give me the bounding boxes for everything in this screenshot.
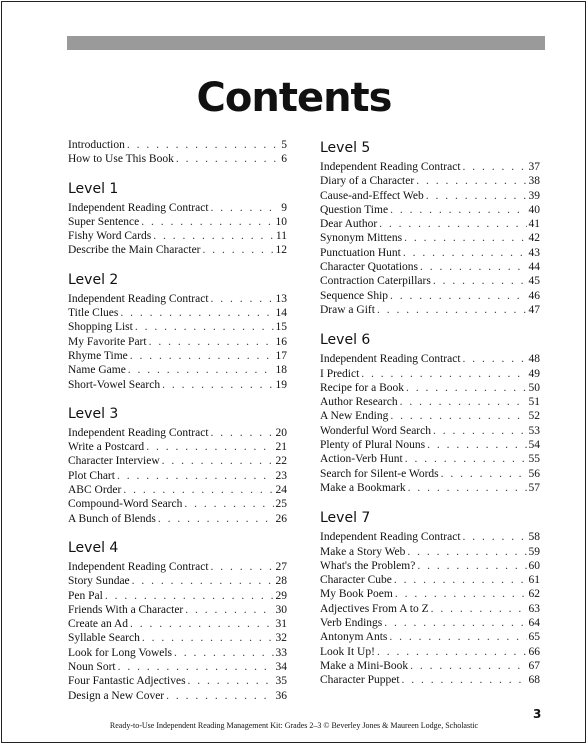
entry-page: 47 bbox=[528, 303, 540, 316]
entry-page: 22 bbox=[275, 455, 287, 468]
entry-page: 60 bbox=[528, 559, 540, 572]
entry-page: 9 bbox=[281, 201, 287, 214]
dot-leader bbox=[410, 659, 526, 673]
entry-page: 37 bbox=[528, 161, 540, 173]
dot-leader bbox=[408, 481, 527, 495]
entry-page: 26 bbox=[275, 512, 287, 525]
entry-title: Dear Author bbox=[320, 218, 378, 231]
dot-leader bbox=[441, 467, 527, 481]
dot-leader bbox=[463, 530, 527, 544]
entry-title: Wonderful Word Search bbox=[320, 424, 431, 437]
entry-title: Compound-Word Search bbox=[68, 498, 183, 511]
dot-leader bbox=[142, 631, 274, 645]
entry-title: Story Sundae bbox=[68, 575, 130, 588]
dot-leader bbox=[203, 243, 274, 257]
toc-entry bbox=[320, 303, 540, 317]
entry-page: 27 bbox=[275, 560, 287, 573]
dot-leader bbox=[390, 203, 526, 217]
dot-leader bbox=[426, 189, 527, 203]
entry-page: 18 bbox=[275, 364, 287, 377]
entry-page: 41 bbox=[528, 218, 540, 231]
dot-leader bbox=[404, 231, 526, 245]
entry-page: 25 bbox=[275, 498, 287, 511]
entry-page: 58 bbox=[528, 531, 540, 544]
entry-page: 34 bbox=[275, 661, 287, 674]
entry-title: Independent Reading Contract bbox=[320, 531, 461, 544]
entry-page: 45 bbox=[528, 275, 540, 288]
toc-entry bbox=[320, 616, 540, 630]
level-section bbox=[320, 330, 540, 495]
entry-page: 59 bbox=[528, 545, 540, 558]
entry-title: Sequence Ship bbox=[320, 289, 389, 302]
level-heading: Level 2 bbox=[68, 271, 119, 288]
entry-title: What's the Problem? bbox=[320, 559, 416, 572]
entry-page: 44 bbox=[528, 261, 540, 274]
entry-title: Make a Bookmark bbox=[320, 481, 406, 494]
dot-leader bbox=[394, 573, 527, 587]
entry-page: 14 bbox=[275, 307, 287, 320]
level-section bbox=[68, 404, 287, 526]
toc-entry bbox=[68, 229, 287, 243]
entry-title: Plot Chart bbox=[68, 469, 115, 482]
dot-leader bbox=[384, 616, 526, 630]
toc-entry bbox=[320, 217, 540, 231]
entry-title: Independent Reading Contract bbox=[68, 426, 209, 439]
toc-entry bbox=[320, 260, 540, 274]
entry-page: 68 bbox=[528, 674, 540, 687]
entry-title: How to Use This Book bbox=[68, 153, 174, 166]
entry-page: 66 bbox=[528, 645, 540, 658]
toc-entry bbox=[68, 138, 287, 152]
entry-title: Character Puppet bbox=[320, 674, 400, 687]
toc-entry bbox=[320, 545, 540, 559]
entry-title: Cause-and-Effect Web bbox=[320, 189, 424, 202]
dot-leader bbox=[188, 674, 274, 688]
entry-title: My Favorite Part bbox=[68, 335, 147, 348]
entry-page: 43 bbox=[528, 246, 540, 259]
toc-entry bbox=[320, 573, 540, 587]
dot-leader bbox=[400, 395, 527, 409]
entry-page: 38 bbox=[528, 175, 540, 188]
dot-leader bbox=[176, 152, 279, 166]
entry-page: 16 bbox=[275, 335, 287, 348]
entry-page: 10 bbox=[275, 215, 287, 228]
entry-title: Design a New Cover bbox=[68, 689, 165, 702]
entry-title: Fishy Word Cards bbox=[68, 230, 152, 243]
entry-title: Verb Endings bbox=[320, 617, 383, 630]
entry-title: Look It Up! bbox=[320, 645, 375, 658]
dot-leader bbox=[162, 378, 273, 392]
dot-leader bbox=[417, 559, 526, 573]
entry-page: 19 bbox=[275, 378, 287, 391]
entry-title: Rhyme Time bbox=[68, 349, 128, 362]
footer-credit: Ready-to-Use Independent Reading Management Kit: Grades 2–3 © Beverley Jones & Maureen Lodge, Scholastic bbox=[109, 721, 479, 730]
dot-leader bbox=[377, 303, 527, 317]
toc-entry bbox=[320, 673, 540, 687]
entry-title: Antonym Ants bbox=[320, 631, 388, 644]
entry-title: Punctuation Hunt bbox=[320, 246, 401, 259]
entry-title: Name Game bbox=[68, 364, 126, 377]
dot-leader bbox=[135, 320, 274, 334]
dot-leader bbox=[162, 454, 274, 468]
toc-entry bbox=[320, 189, 540, 203]
toc-entry bbox=[68, 512, 287, 526]
dot-leader bbox=[416, 174, 526, 188]
entry-title: A Bunch of Blends bbox=[68, 512, 156, 525]
toc-entry bbox=[68, 674, 287, 688]
entry-page: 42 bbox=[528, 232, 540, 245]
dot-leader bbox=[405, 452, 527, 466]
toc-entry bbox=[68, 497, 287, 511]
entry-page: 31 bbox=[275, 618, 287, 631]
dot-leader bbox=[184, 497, 273, 511]
entry-page: 28 bbox=[275, 575, 287, 588]
entry-title: Four Fantastic Adjectives bbox=[68, 675, 186, 688]
toc-entry bbox=[68, 631, 287, 645]
toc-entry bbox=[68, 426, 287, 440]
toc-entry bbox=[320, 630, 540, 644]
toc-entry bbox=[320, 481, 540, 495]
entry-title: Independent Reading Contract bbox=[68, 292, 209, 305]
toc-entry bbox=[68, 469, 287, 483]
toc-entry bbox=[68, 617, 287, 631]
entry-page: 6 bbox=[281, 153, 287, 166]
entry-page: 29 bbox=[275, 589, 287, 602]
dot-leader bbox=[377, 645, 527, 659]
dot-leader bbox=[406, 381, 527, 395]
dot-leader bbox=[433, 424, 527, 438]
toc-entry bbox=[68, 603, 287, 617]
toc-entry bbox=[68, 215, 287, 229]
dot-leader bbox=[390, 289, 526, 303]
level-section bbox=[68, 179, 287, 258]
entry-page: 30 bbox=[275, 603, 287, 616]
entry-page: 67 bbox=[528, 659, 540, 672]
dot-leader bbox=[407, 545, 526, 559]
toc-entry bbox=[320, 367, 540, 381]
toc-entry bbox=[68, 454, 287, 468]
dot-leader bbox=[211, 426, 274, 440]
dot-leader bbox=[379, 217, 526, 231]
entry-title: Action-Verb Hunt bbox=[320, 453, 403, 466]
toc-entry bbox=[320, 395, 540, 409]
entry-title: Independent Reading Contract bbox=[320, 161, 461, 173]
dot-leader bbox=[185, 603, 273, 617]
dot-leader bbox=[120, 306, 273, 320]
level-heading: Level 4 bbox=[68, 539, 119, 556]
entry-title: Create an Ad bbox=[68, 618, 129, 631]
toc-entry bbox=[320, 246, 540, 260]
toc-entry bbox=[68, 646, 287, 660]
entry-title: Make a Mini-Book bbox=[320, 659, 409, 672]
entry-title: Super Sentence bbox=[68, 215, 140, 228]
entry-title: Independent Reading Contract bbox=[68, 201, 209, 214]
toc-entry bbox=[320, 289, 540, 303]
toc-entry bbox=[68, 335, 287, 349]
toc-entry bbox=[320, 274, 540, 288]
entry-page: 56 bbox=[528, 467, 540, 480]
entry-title: Character Quotations bbox=[320, 261, 419, 274]
entry-page: 36 bbox=[275, 689, 287, 702]
entry-title: Search for Silent-e Words bbox=[320, 467, 439, 480]
dot-leader bbox=[127, 138, 279, 152]
toc-entry bbox=[68, 320, 287, 334]
entry-page: 23 bbox=[275, 469, 287, 482]
toc-entry bbox=[320, 438, 540, 452]
dot-leader bbox=[390, 409, 526, 423]
dot-leader bbox=[211, 292, 274, 306]
dot-leader bbox=[158, 512, 274, 526]
entry-page: 53 bbox=[528, 424, 540, 437]
entry-title: Independent Reading Contract bbox=[68, 560, 209, 573]
entry-page: 52 bbox=[528, 410, 540, 423]
toc-entry bbox=[68, 483, 287, 497]
dot-leader bbox=[403, 246, 527, 260]
toc-entry bbox=[68, 201, 287, 215]
entry-title: Pen Pal bbox=[68, 589, 103, 602]
level-section bbox=[320, 508, 540, 687]
level-section bbox=[68, 538, 287, 703]
dot-leader bbox=[118, 660, 274, 674]
header-bar bbox=[67, 36, 545, 50]
entry-title: Character Cube bbox=[320, 574, 392, 587]
toc-entry bbox=[68, 660, 287, 674]
dot-leader bbox=[427, 438, 526, 452]
toc-entry bbox=[320, 424, 540, 438]
level-heading: Level 5 bbox=[320, 140, 371, 156]
dot-leader bbox=[433, 274, 527, 288]
toc-entry bbox=[320, 203, 540, 217]
dot-leader bbox=[117, 469, 274, 483]
entry-page: 12 bbox=[275, 244, 287, 257]
entry-title: Introduction bbox=[68, 139, 125, 151]
entry-page: 21 bbox=[275, 441, 287, 454]
intro-section bbox=[68, 138, 287, 167]
dot-leader bbox=[128, 363, 274, 377]
dot-leader bbox=[389, 630, 526, 644]
dot-leader bbox=[211, 201, 280, 215]
entry-title: Author Research bbox=[320, 396, 398, 409]
contents-column-left bbox=[68, 138, 287, 715]
page-number: 3 bbox=[533, 707, 542, 721]
entry-title: Diary of a Character bbox=[320, 175, 415, 188]
toc-entry bbox=[320, 467, 540, 481]
toc-entry bbox=[68, 243, 287, 257]
toc-entry bbox=[320, 659, 540, 673]
entry-title: Plenty of Plural Nouns bbox=[320, 439, 426, 452]
toc-entry bbox=[68, 349, 287, 363]
level-heading: Level 1 bbox=[68, 180, 119, 197]
dot-leader bbox=[166, 689, 273, 703]
entry-title: My Book Poem bbox=[320, 588, 393, 601]
entry-title: Noun Sort bbox=[68, 661, 116, 674]
dot-leader bbox=[174, 646, 273, 660]
entry-title: Adjectives From A to Z bbox=[320, 602, 429, 615]
entry-page: 54 bbox=[528, 439, 540, 452]
level-heading: Level 6 bbox=[320, 332, 371, 349]
entry-page: 49 bbox=[528, 367, 540, 380]
toc-entry bbox=[320, 160, 540, 174]
entry-title: Question Time bbox=[320, 203, 389, 216]
toc-entry bbox=[68, 306, 287, 320]
entry-page: 48 bbox=[528, 353, 540, 366]
entry-title: Independent Reading Contract bbox=[320, 353, 461, 366]
level-section bbox=[320, 138, 540, 317]
dot-leader bbox=[211, 560, 274, 574]
dot-leader bbox=[431, 602, 527, 616]
dot-leader bbox=[123, 483, 273, 497]
toc-entry bbox=[320, 645, 540, 659]
toc-entry bbox=[68, 689, 287, 703]
toc-entry bbox=[68, 152, 287, 166]
toc-entry bbox=[320, 602, 540, 616]
toc-entry bbox=[320, 174, 540, 188]
entry-page: 15 bbox=[275, 321, 287, 334]
entry-title: Look for Long Vowels bbox=[68, 646, 173, 659]
entry-page: 64 bbox=[528, 617, 540, 630]
toc-entry bbox=[320, 381, 540, 395]
dot-leader bbox=[420, 260, 526, 274]
toc-entry bbox=[68, 292, 287, 306]
entry-page: 39 bbox=[528, 189, 540, 202]
dot-leader bbox=[132, 574, 274, 588]
entry-title: Title Clues bbox=[68, 307, 119, 320]
level-section bbox=[68, 270, 287, 392]
level-heading: Level 3 bbox=[68, 405, 119, 422]
entry-title: Contraction Caterpillars bbox=[320, 275, 431, 288]
entry-title: Draw a Gift bbox=[320, 303, 375, 316]
entry-page: 13 bbox=[275, 292, 287, 305]
toc-entry bbox=[320, 530, 540, 544]
dot-leader bbox=[105, 589, 274, 603]
entry-title: ABC Order bbox=[68, 484, 122, 497]
toc-entry bbox=[68, 589, 287, 603]
toc-entry bbox=[320, 587, 540, 601]
dot-leader bbox=[153, 229, 274, 243]
entry-title: Character Interview bbox=[68, 455, 160, 468]
toc-entry bbox=[320, 352, 540, 366]
contents-column-right bbox=[320, 138, 540, 701]
entry-page: 61 bbox=[528, 574, 540, 587]
toc-entry bbox=[68, 378, 287, 392]
toc-entry bbox=[320, 559, 540, 573]
entry-title: Synonym Mittens bbox=[320, 232, 403, 245]
dot-leader bbox=[146, 440, 273, 454]
entry-title: Short-Vowel Search bbox=[68, 378, 161, 391]
entry-page: 57 bbox=[528, 481, 540, 494]
entry-page: 5 bbox=[281, 139, 287, 151]
entry-title: Syllable Search bbox=[68, 632, 140, 645]
entry-page: 24 bbox=[275, 484, 287, 497]
toc-entry bbox=[320, 452, 540, 466]
entry-title: Recipe for a Book bbox=[320, 381, 404, 394]
dot-leader bbox=[141, 215, 273, 229]
dot-leader bbox=[130, 349, 274, 363]
entry-page: 51 bbox=[528, 396, 540, 409]
toc-entry bbox=[68, 363, 287, 377]
entry-page: 11 bbox=[275, 230, 287, 243]
entry-page: 32 bbox=[275, 632, 287, 645]
entry-page: 33 bbox=[275, 646, 287, 659]
page-title: Contents bbox=[196, 75, 392, 121]
entry-page: 40 bbox=[528, 203, 540, 216]
entry-page: 55 bbox=[528, 453, 540, 466]
dot-leader bbox=[463, 352, 527, 366]
entry-page: 46 bbox=[528, 289, 540, 302]
toc-entry bbox=[320, 231, 540, 245]
dot-leader bbox=[361, 367, 526, 381]
entry-page: 50 bbox=[528, 381, 540, 394]
entry-title: Shopping List bbox=[68, 321, 133, 334]
entry-title: Make a Story Web bbox=[320, 545, 406, 558]
entry-page: 20 bbox=[275, 426, 287, 439]
dot-leader bbox=[395, 587, 527, 601]
level-heading: Level 7 bbox=[320, 510, 371, 527]
dot-leader bbox=[130, 617, 273, 631]
toc-entry bbox=[68, 560, 287, 574]
entry-title: Write a Postcard bbox=[68, 441, 145, 454]
dot-leader bbox=[463, 160, 527, 174]
entry-page: 35 bbox=[275, 675, 287, 688]
entry-title: Friends With a Character bbox=[68, 603, 184, 616]
entry-page: 63 bbox=[528, 602, 540, 615]
toc-entry bbox=[68, 440, 287, 454]
entry-page: 65 bbox=[528, 631, 540, 644]
toc-entry bbox=[320, 409, 540, 423]
entry-title: Describe the Main Character bbox=[68, 244, 201, 257]
entry-title: I Predict bbox=[320, 367, 360, 380]
entry-page: 17 bbox=[275, 349, 287, 362]
entry-page: 62 bbox=[528, 588, 540, 601]
toc-entry bbox=[68, 574, 287, 588]
dot-leader bbox=[402, 673, 527, 687]
entry-title: A New Ending bbox=[320, 410, 389, 423]
dot-leader bbox=[149, 335, 274, 349]
